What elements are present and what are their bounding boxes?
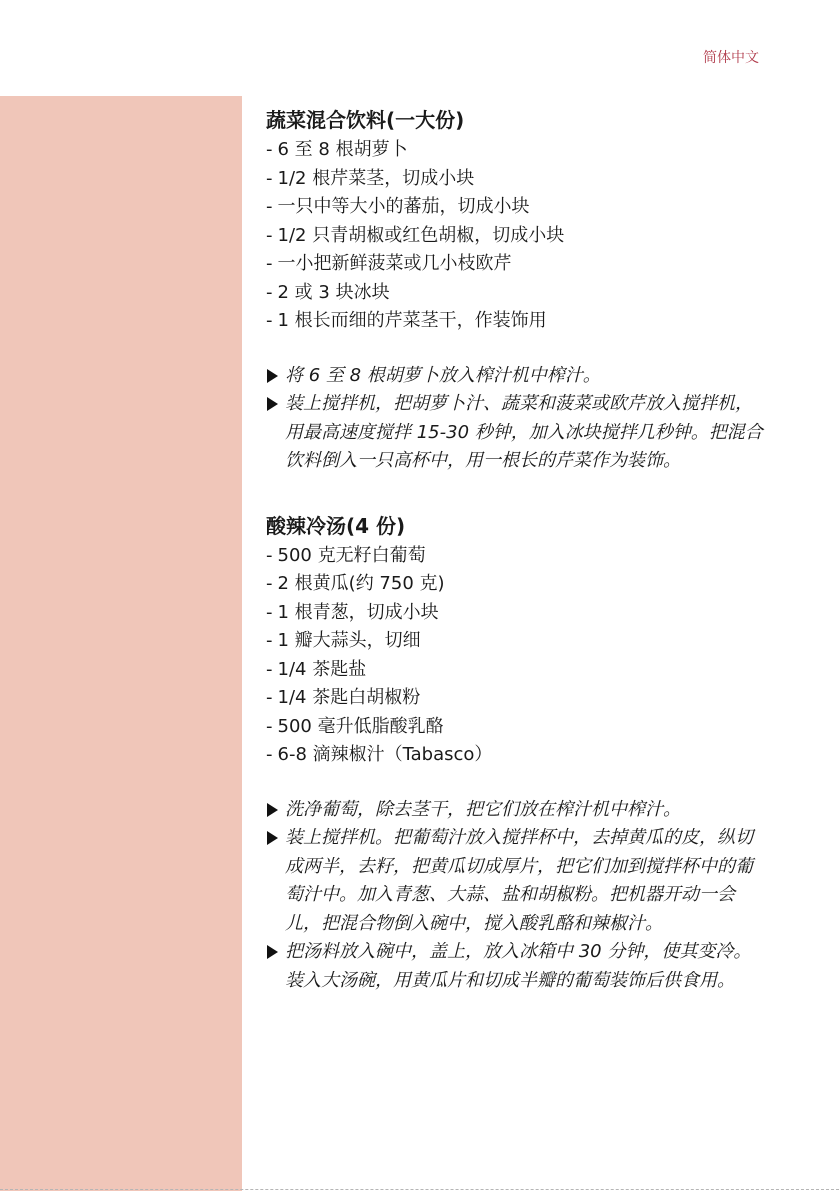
ingredient-text: 500 克无籽白葡萄 <box>277 544 426 566</box>
recipe-vegetable-drink <box>266 104 766 476</box>
step-item <box>266 938 766 995</box>
ingredient-item <box>266 165 766 194</box>
ingredient-item <box>266 136 766 165</box>
step-item <box>266 796 766 825</box>
dash-marker: - <box>266 544 273 566</box>
ingredient-text: 1/2 只青胡椒或红色胡椒，切成小块 <box>277 224 565 246</box>
ingredient-text: 1 根青葱，切成小块 <box>277 601 439 623</box>
dash-marker: - <box>266 139 273 160</box>
triangle-bullet-icon <box>267 831 278 845</box>
step-list <box>266 362 766 476</box>
ingredient-item <box>266 279 766 308</box>
sidebar-band <box>0 96 242 1191</box>
dash-marker: - <box>266 658 273 680</box>
recipe-title: 蔬菜混合饮料(一大份) <box>266 108 465 132</box>
ingredient-text: 1/4 茶匙白胡椒粉 <box>277 687 421 708</box>
dash-marker: - <box>266 630 273 651</box>
dash-marker: - <box>266 744 273 765</box>
dash-marker: - <box>266 224 273 246</box>
dash-marker: - <box>266 601 273 623</box>
ingredient-text: 一小把新鲜菠菜或几小枝欧芹 <box>277 253 512 274</box>
step-item <box>266 824 766 938</box>
ingredient-text: 2 或 3 块冰块 <box>277 281 390 303</box>
ingredient-item <box>266 741 766 770</box>
ingredient-text: 一只中等大小的蕃茄，切成小块 <box>277 196 530 217</box>
triangle-bullet-icon <box>267 803 278 817</box>
step-text: 将 6 至 8 根胡萝卜放入榨汁机中榨汁。 <box>285 364 601 386</box>
ingredient-item <box>266 542 766 571</box>
ingredient-text: 6-8 滴辣椒汁（Tabasco） <box>277 744 493 765</box>
dash-marker: - <box>266 715 273 737</box>
dash-marker: - <box>266 687 273 708</box>
ingredient-text: 1/2 根芹菜茎，切成小块 <box>277 167 475 189</box>
ingredient-text: 1 根长而细的芹菜茎干，作装饰用 <box>277 310 547 331</box>
language-label: 简体中文 <box>703 50 759 66</box>
dash-marker: - <box>266 167 273 189</box>
ingredient-item <box>266 250 766 279</box>
step-text: 装上搅拌机。把葡萄汁放入搅拌杯中，去掉黄瓜的皮，纵切成两半，去籽，把黄瓜切成厚片，把它们加到搅拌杯中的葡萄汁中。加入青葱、大蒜、盐和胡椒粉。把机器开动一会儿，把混合物倒入碗中，搅入酸乳酪和辣椒汁。 <box>285 827 753 934</box>
step-text: 洗净葡萄，除去茎干，把它们放在榨汁机中榨汁。 <box>285 798 681 820</box>
ingredient-item <box>266 656 766 685</box>
dash-marker: - <box>266 573 273 594</box>
ingredient-text: 500 毫升低脂酸乳酪 <box>277 715 444 737</box>
recipe-title: 酸辣冷汤(4 份) <box>266 513 406 538</box>
step-text: 把汤料放入碗中，盖上，放入冰箱中 30 分钟，使其变冷。装入大汤碗，用黄瓜片和切成半瓣的葡萄装饰后供食用。 <box>285 941 752 991</box>
ingredient-item <box>266 570 766 599</box>
step-item <box>266 362 766 391</box>
ingredient-list <box>266 542 766 770</box>
triangle-bullet-icon <box>267 369 278 383</box>
step-list <box>266 796 766 996</box>
step-item <box>266 390 766 476</box>
recipe-content <box>266 104 766 995</box>
ingredient-text: 2 根黄瓜(约 750 克) <box>277 573 445 594</box>
ingredient-item <box>266 713 766 742</box>
ingredient-item <box>266 193 766 222</box>
step-text: 装上搅拌机，把胡萝卜汁、蔬菜和菠菜或欧芹放入搅拌机，用最高速度搅拌 15-30 秒钟，加入冰块搅拌几秒钟。把混合饮料倒入一只高杯中，用一根长的芹菜作为装饰。 <box>285 393 763 471</box>
triangle-bullet-icon <box>267 945 278 959</box>
ingredient-item <box>266 222 766 251</box>
ingredient-text: 1/4 茶匙盐 <box>277 658 367 680</box>
dash-marker: - <box>266 281 273 303</box>
recipe-cold-soup <box>266 510 766 996</box>
ingredient-text: 1 瓣大蒜头，切细 <box>277 630 421 651</box>
ingredient-item <box>266 684 766 713</box>
dash-marker: - <box>266 196 273 217</box>
ingredient-list <box>266 136 766 336</box>
triangle-bullet-icon <box>267 397 278 411</box>
ingredient-item <box>266 599 766 628</box>
dash-marker: - <box>266 310 273 331</box>
ingredient-item <box>266 307 766 336</box>
ingredient-text: 6 至 8 根胡萝卜 <box>277 139 408 160</box>
ingredient-item <box>266 627 766 656</box>
dash-marker: - <box>266 253 273 274</box>
